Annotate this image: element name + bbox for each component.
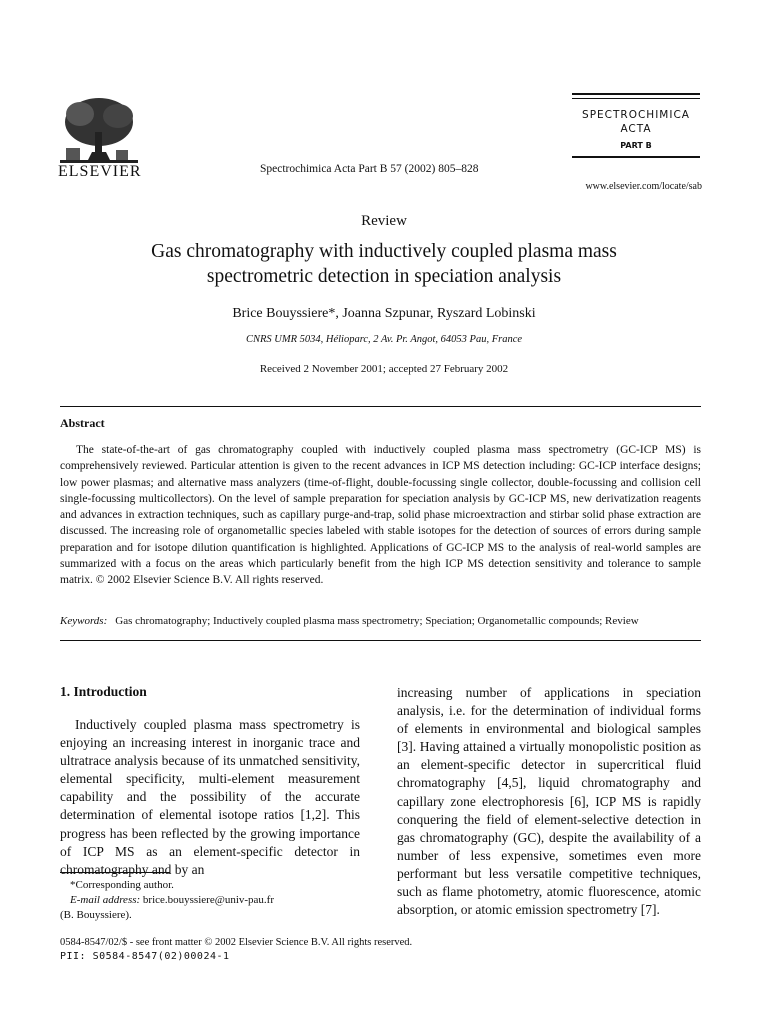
journal-title-line2: ACTA <box>620 123 652 135</box>
journal-title-box <box>572 93 700 161</box>
keywords <box>60 615 701 627</box>
article-type: Review <box>361 213 407 229</box>
email-line <box>60 893 360 908</box>
pii-line: PII: S0584-8547(02)00024-1 <box>60 951 230 962</box>
received-dates: Received 2 November 2001; accepted 27 February 2002 <box>259 363 509 375</box>
journal-part: PART B <box>620 141 652 150</box>
section-heading-introduction: 1. Introduction <box>60 684 147 699</box>
keywords-text: Gas chromatography; Inductively coupled plasma mass spectrometry; Speciation; Organometallic compounds; Review <box>115 615 639 627</box>
abstract-top-rule <box>60 406 701 407</box>
abstract-bottom-rule <box>60 640 701 641</box>
publisher-name: ELSEVIER <box>58 163 142 180</box>
corresponding-author-note: *Corresponding author. <box>70 879 174 891</box>
email-owner: (B. Bouyssiere). <box>60 909 132 921</box>
introduction-column2: increasing number of applications in speciation analysis, i.e. for the determination of individual forms of elements in environmental and biological samples [3]. Having attained a virtually monopolistic position as an element-specific detector in supercritical fluid chromatography [4,5], liquid chromatography and capillary zone electrophoresis [6], ICP MS is rapidly conquering the field of element-selective detection in gas chromatography (GC), despite the availability of a number of less expensive, sometimes even more performant but less versatile competitive techniques, such as flame photometry, atomic fluorescence, atomic absorption, or atomic emission spectrometry [7]. <box>397 685 701 918</box>
email-label: E-mail address: <box>70 894 141 906</box>
journal-citation: Spectrochimica Acta Part B 57 (2002) 805–828 <box>260 163 479 175</box>
author-affiliation: CNRS UMR 5034, Hélioparc, 2 Av. Pr. Angot, 64053 Pau, France <box>245 334 523 345</box>
article-authors: Brice Bouyssiere*, Joanna Szpunar, Ryszard Lobinski <box>232 306 536 321</box>
top-rule-thin <box>572 98 700 99</box>
abstract-text: The state-of-the-art of gas chromatography coupled with inductively coupled plasma mass spectrometry (GC-ICP MS) is comprehensively reviewed. Particular attention is given to the recent advances in ICP MS detection including: GC-ICP interface designs; low power plasmas; and alternative mass analyzers (time-of-flight, double-focussing single collector, double-focussing and collision cell single-focussing multicollectors). On the level of sample preparation for speciation analysis by GC-ICP MS, new derivatization reagents and advances in extraction techniques, such as capillary purge-and-trap, solid phase microextraction and stirbar solid phase extraction are discussed. The increasing role of organometallic species labeled with stable isotopes for the detection of sources of errors during sample preparation and for isotope dilution quantification is highlighted. Applications of GC-ICP MS to the analysis of real-world samples are summarized with a focus on the areas which particularly benefit from the high ICP MS detection sensitivity and tolerance to sample matrix. © 2002 Elsevier Science B.V. All rights reserved. <box>60 444 701 587</box>
email-address[interactable]: brice.bouyssiere@univ-pau.fr <box>142 894 275 906</box>
bottom-rule <box>572 156 700 158</box>
journal-title-line1: SPECTROCHIMICA <box>582 109 690 121</box>
article-title-line2: spectrometric detection in speciation analysis <box>206 266 562 287</box>
page-footer <box>60 936 412 964</box>
keywords-label: Keywords: <box>60 615 108 627</box>
introduction-column1: Inductively coupled plasma mass spectrometry is enjoying an increasing interest in inorganic trace and ultratrace analysis because of its unmatched sensitivity, elemental specificity, multi-element measurement capability and the possibility of the accurate determination of elemental isotope ratios [1,2]. This progress has been reflected by the growing importance of ICP MS as an element-specific detector in chromatography and by an <box>60 717 360 877</box>
article-title <box>0 239 768 289</box>
footnote-rule <box>60 872 170 873</box>
journal-url-link[interactable]: www.elsevier.com/locate/sab <box>585 181 702 192</box>
footnote <box>60 878 360 923</box>
copyright-line: 0584-8547/02/$ - see front matter © 2002 Elsevier Science B.V. All rights reserved. <box>60 937 413 948</box>
top-rule <box>572 93 700 95</box>
abstract-heading: Abstract <box>60 416 105 430</box>
article-title-line1: Gas chromatography with inductively coupled plasma mass <box>151 241 617 262</box>
